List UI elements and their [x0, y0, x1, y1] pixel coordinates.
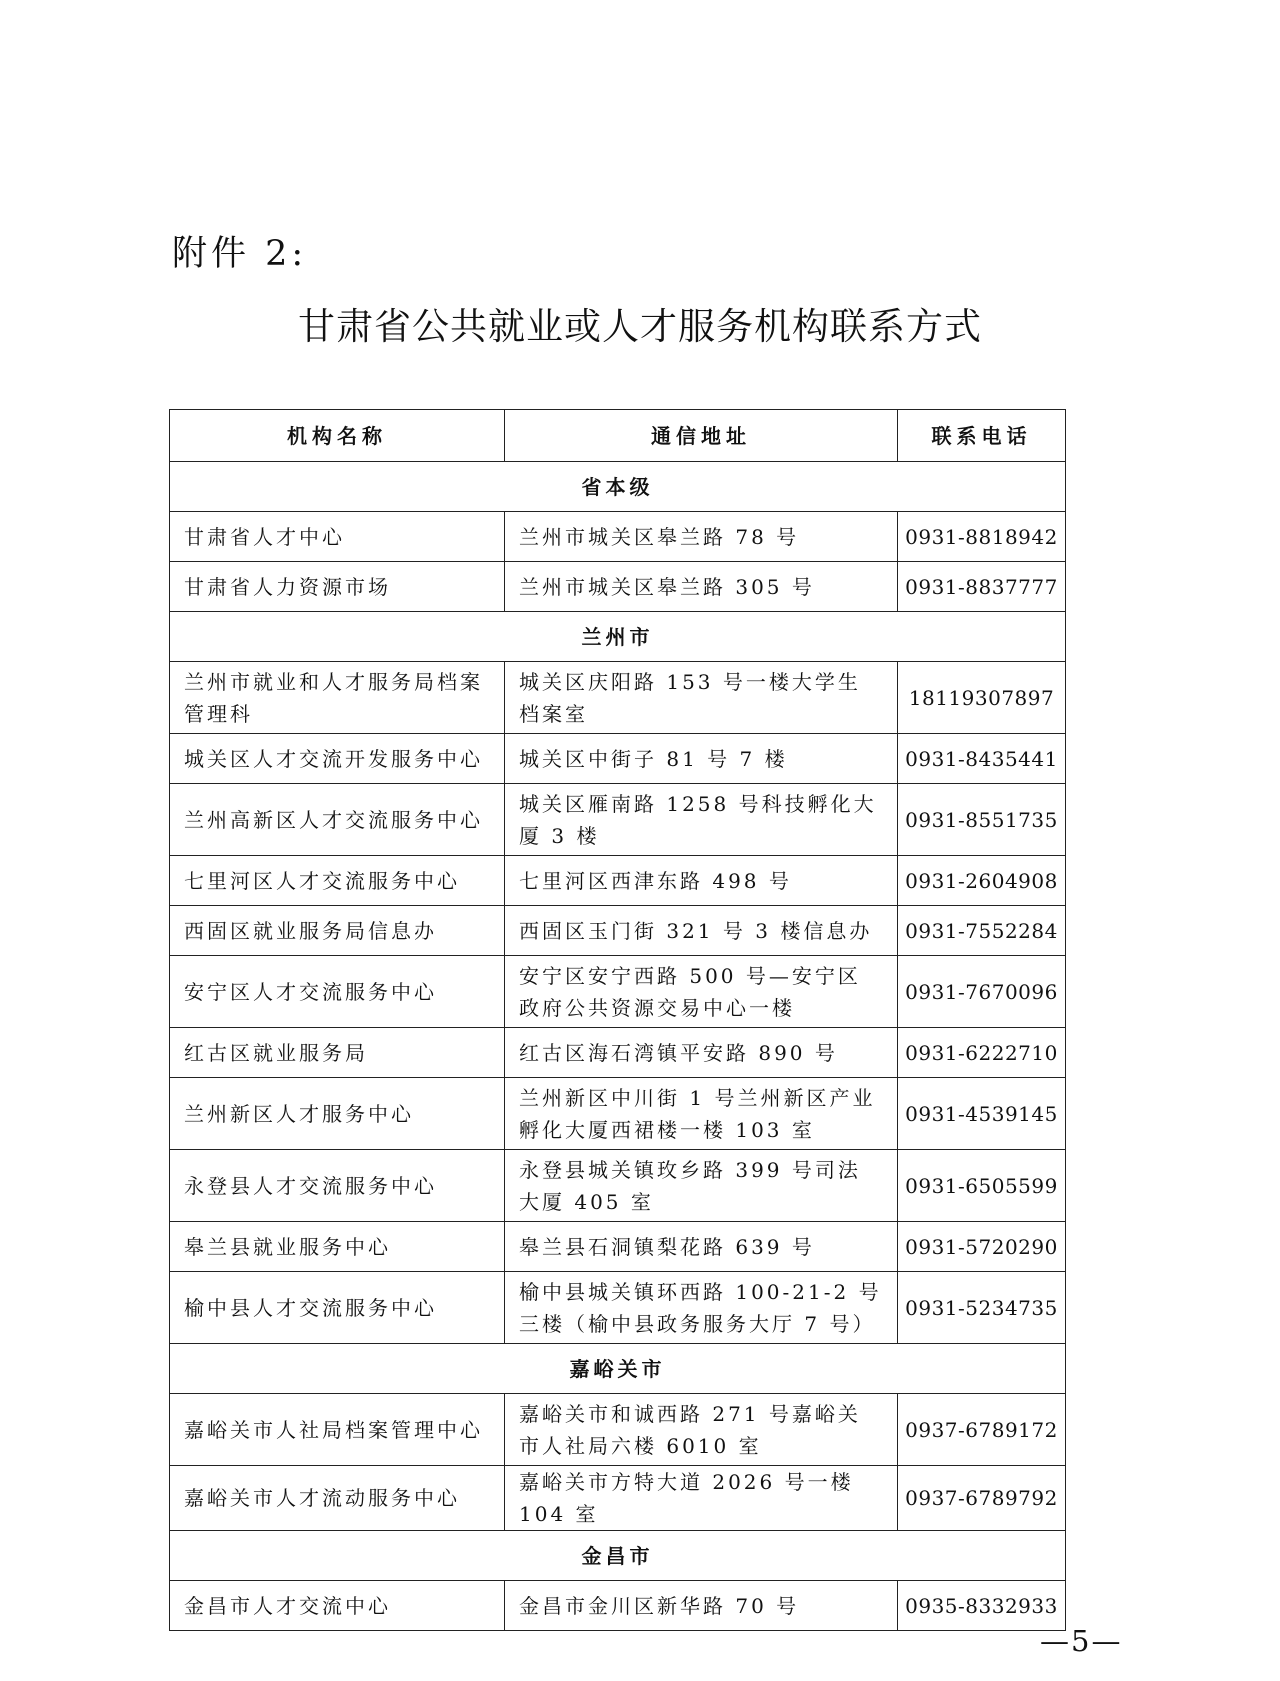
table-row — [170, 1581, 1066, 1631]
table-row — [170, 512, 1066, 562]
phone: 0931-8551735 — [898, 784, 1066, 856]
org-name: 兰州新区人才服务中心 — [170, 1078, 505, 1150]
org-name: 嘉峪关市人才流动服务中心 — [170, 1466, 505, 1531]
table-row — [170, 784, 1066, 856]
phone: 0931-7670096 — [898, 956, 1066, 1028]
address: 安宁区安宁西路 500 号—安宁区政府公共资源交易中心一楼 — [505, 956, 898, 1028]
table-header-row — [170, 410, 1066, 462]
address: 兰州市城关区皋兰路 78 号 — [505, 512, 898, 562]
org-name: 安宁区人才交流服务中心 — [170, 956, 505, 1028]
table-row — [170, 734, 1066, 784]
table-row — [170, 906, 1066, 956]
phone: 0931-7552284 — [898, 906, 1066, 956]
org-name: 西固区就业服务局信息办 — [170, 906, 505, 956]
org-name: 金昌市人才交流中心 — [170, 1581, 505, 1631]
address: 嘉峪关市和诚西路 271 号嘉峪关市人社局六楼 6010 室 — [505, 1394, 898, 1466]
org-name: 城关区人才交流开发服务中心 — [170, 734, 505, 784]
address: 红古区海石湾镇平安路 890 号 — [505, 1028, 898, 1078]
org-name: 嘉峪关市人社局档案管理中心 — [170, 1394, 505, 1466]
section-row — [170, 1531, 1066, 1581]
section-row — [170, 462, 1066, 512]
attachment-label: 附件 2: — [172, 234, 308, 274]
column-header-phone: 联系电话 — [898, 410, 1066, 462]
table-row — [170, 856, 1066, 906]
page-title: 甘肃省公共就业或人才服务机构联系方式 — [298, 305, 982, 348]
address: 西固区玉门街 321 号 3 楼信息办 — [505, 906, 898, 956]
phone: 0931-8837777 — [898, 562, 1066, 612]
phone: 0937-6789172 — [898, 1394, 1066, 1466]
phone: 0931-4539145 — [898, 1078, 1066, 1150]
org-name: 红古区就业服务局 — [170, 1028, 505, 1078]
phone: 0931-6222710 — [898, 1028, 1066, 1078]
column-header-address: 通信地址 — [505, 410, 898, 462]
table-row — [170, 1394, 1066, 1466]
page-number: —5— — [1040, 1624, 1123, 1658]
org-name: 兰州高新区人才交流服务中心 — [170, 784, 505, 856]
phone: 0931-8818942 — [898, 512, 1066, 562]
table-row — [170, 1078, 1066, 1150]
table-row — [170, 662, 1066, 734]
org-name: 七里河区人才交流服务中心 — [170, 856, 505, 906]
org-name: 榆中县人才交流服务中心 — [170, 1272, 505, 1344]
table-row — [170, 1150, 1066, 1222]
table-row — [170, 1028, 1066, 1078]
address: 七里河区西津东路 498 号 — [505, 856, 898, 906]
address: 榆中县城关镇环西路 100-21-2 号三楼（榆中县政务服务大厅 7 号） — [505, 1272, 898, 1344]
address: 皋兰县石洞镇梨花路 639 号 — [505, 1222, 898, 1272]
address: 嘉峪关市方特大道 2026 号一楼 104 室 — [505, 1466, 898, 1531]
address: 城关区庆阳路 153 号一楼大学生档案室 — [505, 662, 898, 734]
column-header-org: 机构名称 — [170, 410, 505, 462]
address: 兰州市城关区皋兰路 305 号 — [505, 562, 898, 612]
address: 城关区雁南路 1258 号科技孵化大厦 3 楼 — [505, 784, 898, 856]
org-name: 甘肃省人力资源市场 — [170, 562, 505, 612]
phone: 18119307897 — [898, 662, 1066, 734]
org-name: 永登县人才交流服务中心 — [170, 1150, 505, 1222]
contact-table — [169, 409, 1066, 1631]
phone: 0931-8435441 — [898, 734, 1066, 784]
phone: 0931-5234735 — [898, 1272, 1066, 1344]
section-row — [170, 612, 1066, 662]
section-title: 嘉峪关市 — [170, 1344, 1066, 1394]
phone: 0931-5720290 — [898, 1222, 1066, 1272]
address: 兰州新区中川街 1 号兰州新区产业孵化大厦西裙楼一楼 103 室 — [505, 1078, 898, 1150]
table-row — [170, 1466, 1066, 1531]
section-title: 金昌市 — [170, 1531, 1066, 1581]
org-name: 皋兰县就业服务中心 — [170, 1222, 505, 1272]
section-row — [170, 1344, 1066, 1394]
table-row — [170, 562, 1066, 612]
address: 城关区中街子 81 号 7 楼 — [505, 734, 898, 784]
table-row — [170, 1222, 1066, 1272]
phone: 0935-8332933 — [898, 1581, 1066, 1631]
section-title: 兰州市 — [170, 612, 1066, 662]
phone: 0937-6789792 — [898, 1466, 1066, 1531]
table-row — [170, 1272, 1066, 1344]
table-row — [170, 956, 1066, 1028]
address: 永登县城关镇玫乡路 399 号司法大厦 405 室 — [505, 1150, 898, 1222]
org-name: 兰州市就业和人才服务局档案管理科 — [170, 662, 505, 734]
org-name: 甘肃省人才中心 — [170, 512, 505, 562]
phone: 0931-6505599 — [898, 1150, 1066, 1222]
address: 金昌市金川区新华路 70 号 — [505, 1581, 898, 1631]
section-title: 省本级 — [170, 462, 1066, 512]
phone: 0931-2604908 — [898, 856, 1066, 906]
